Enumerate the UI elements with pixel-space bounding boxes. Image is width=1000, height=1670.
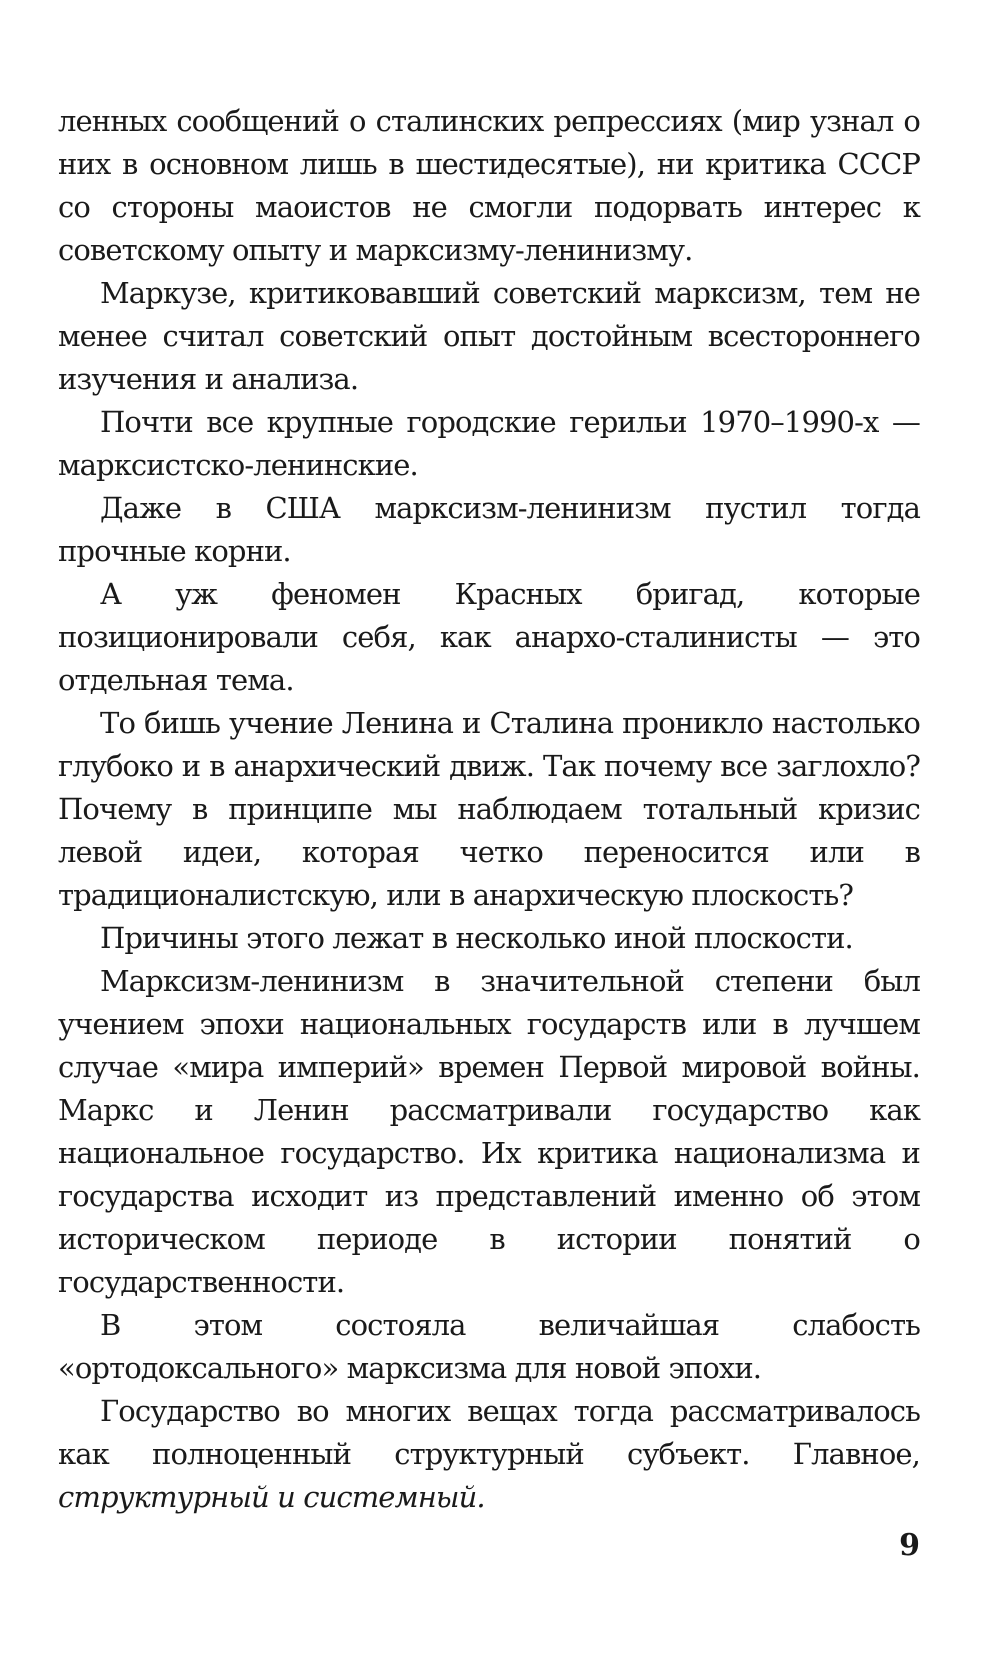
paragraph-last-text: Государство во многих вещах тогда рассматривалось как полноценный структурный субъект. Главное, [58,1394,920,1471]
paragraph: В этом состояла величайшая слабость «ортодоксального» марксизма для новой эпохи. [58,1308,920,1385]
paragraph: ленных сообщений о сталинских репрессиях (мир узнал о них в основном лишь в шестидесятые), ни критика СССР со стороны маоистов не смогли подорвать интерес к советскому опыту и марксизму-ленинизму. [58,104,920,267]
body-text [58,100,920,1519]
paragraph: А уж феномен Красных бригад, которые позиционировали себя, как анархо-сталинисты — это отдельная тема. [58,577,920,697]
paragraph: Причины этого лежат в несколько иной плоскости. [100,921,853,955]
paragraph-last [58,1390,920,1519]
page-number: 9 [899,1528,920,1563]
paragraph: То бишь учение Ленина и Сталина проникло настолько глубоко и в анархический движ. Так почему все заглохло? Почему в принципе мы наблюдаем тотальный кризис левой идеи, которая четко переносится или в традиционалистскую, или в анархическую плоскость? [58,706,920,912]
paragraph: Почти все крупные городские герильи 1970–1990-х — марксистско-ленинские. [58,405,920,482]
paragraph: Даже в США марксизм-ленинизм пустил тогда прочные корни. [58,491,920,568]
emphasized-phrase: структурный и системный. [58,1480,485,1514]
paragraph: Марксизм-ленинизм в значительной степени был учением эпохи национальных государств или в лучшем случае «мира империй» времен Первой мировой войны. Маркс и Ленин рассматривали государство как национальное государство. Их критика национализма и государства исходит из представлений именно об этом историческом периоде в истории понятий о государственности. [58,964,920,1299]
paragraph: Маркузе, критиковавший советский марксизм, тем не менее считал советский опыт достойным всестороннего изучения и анализа. [58,276,920,396]
